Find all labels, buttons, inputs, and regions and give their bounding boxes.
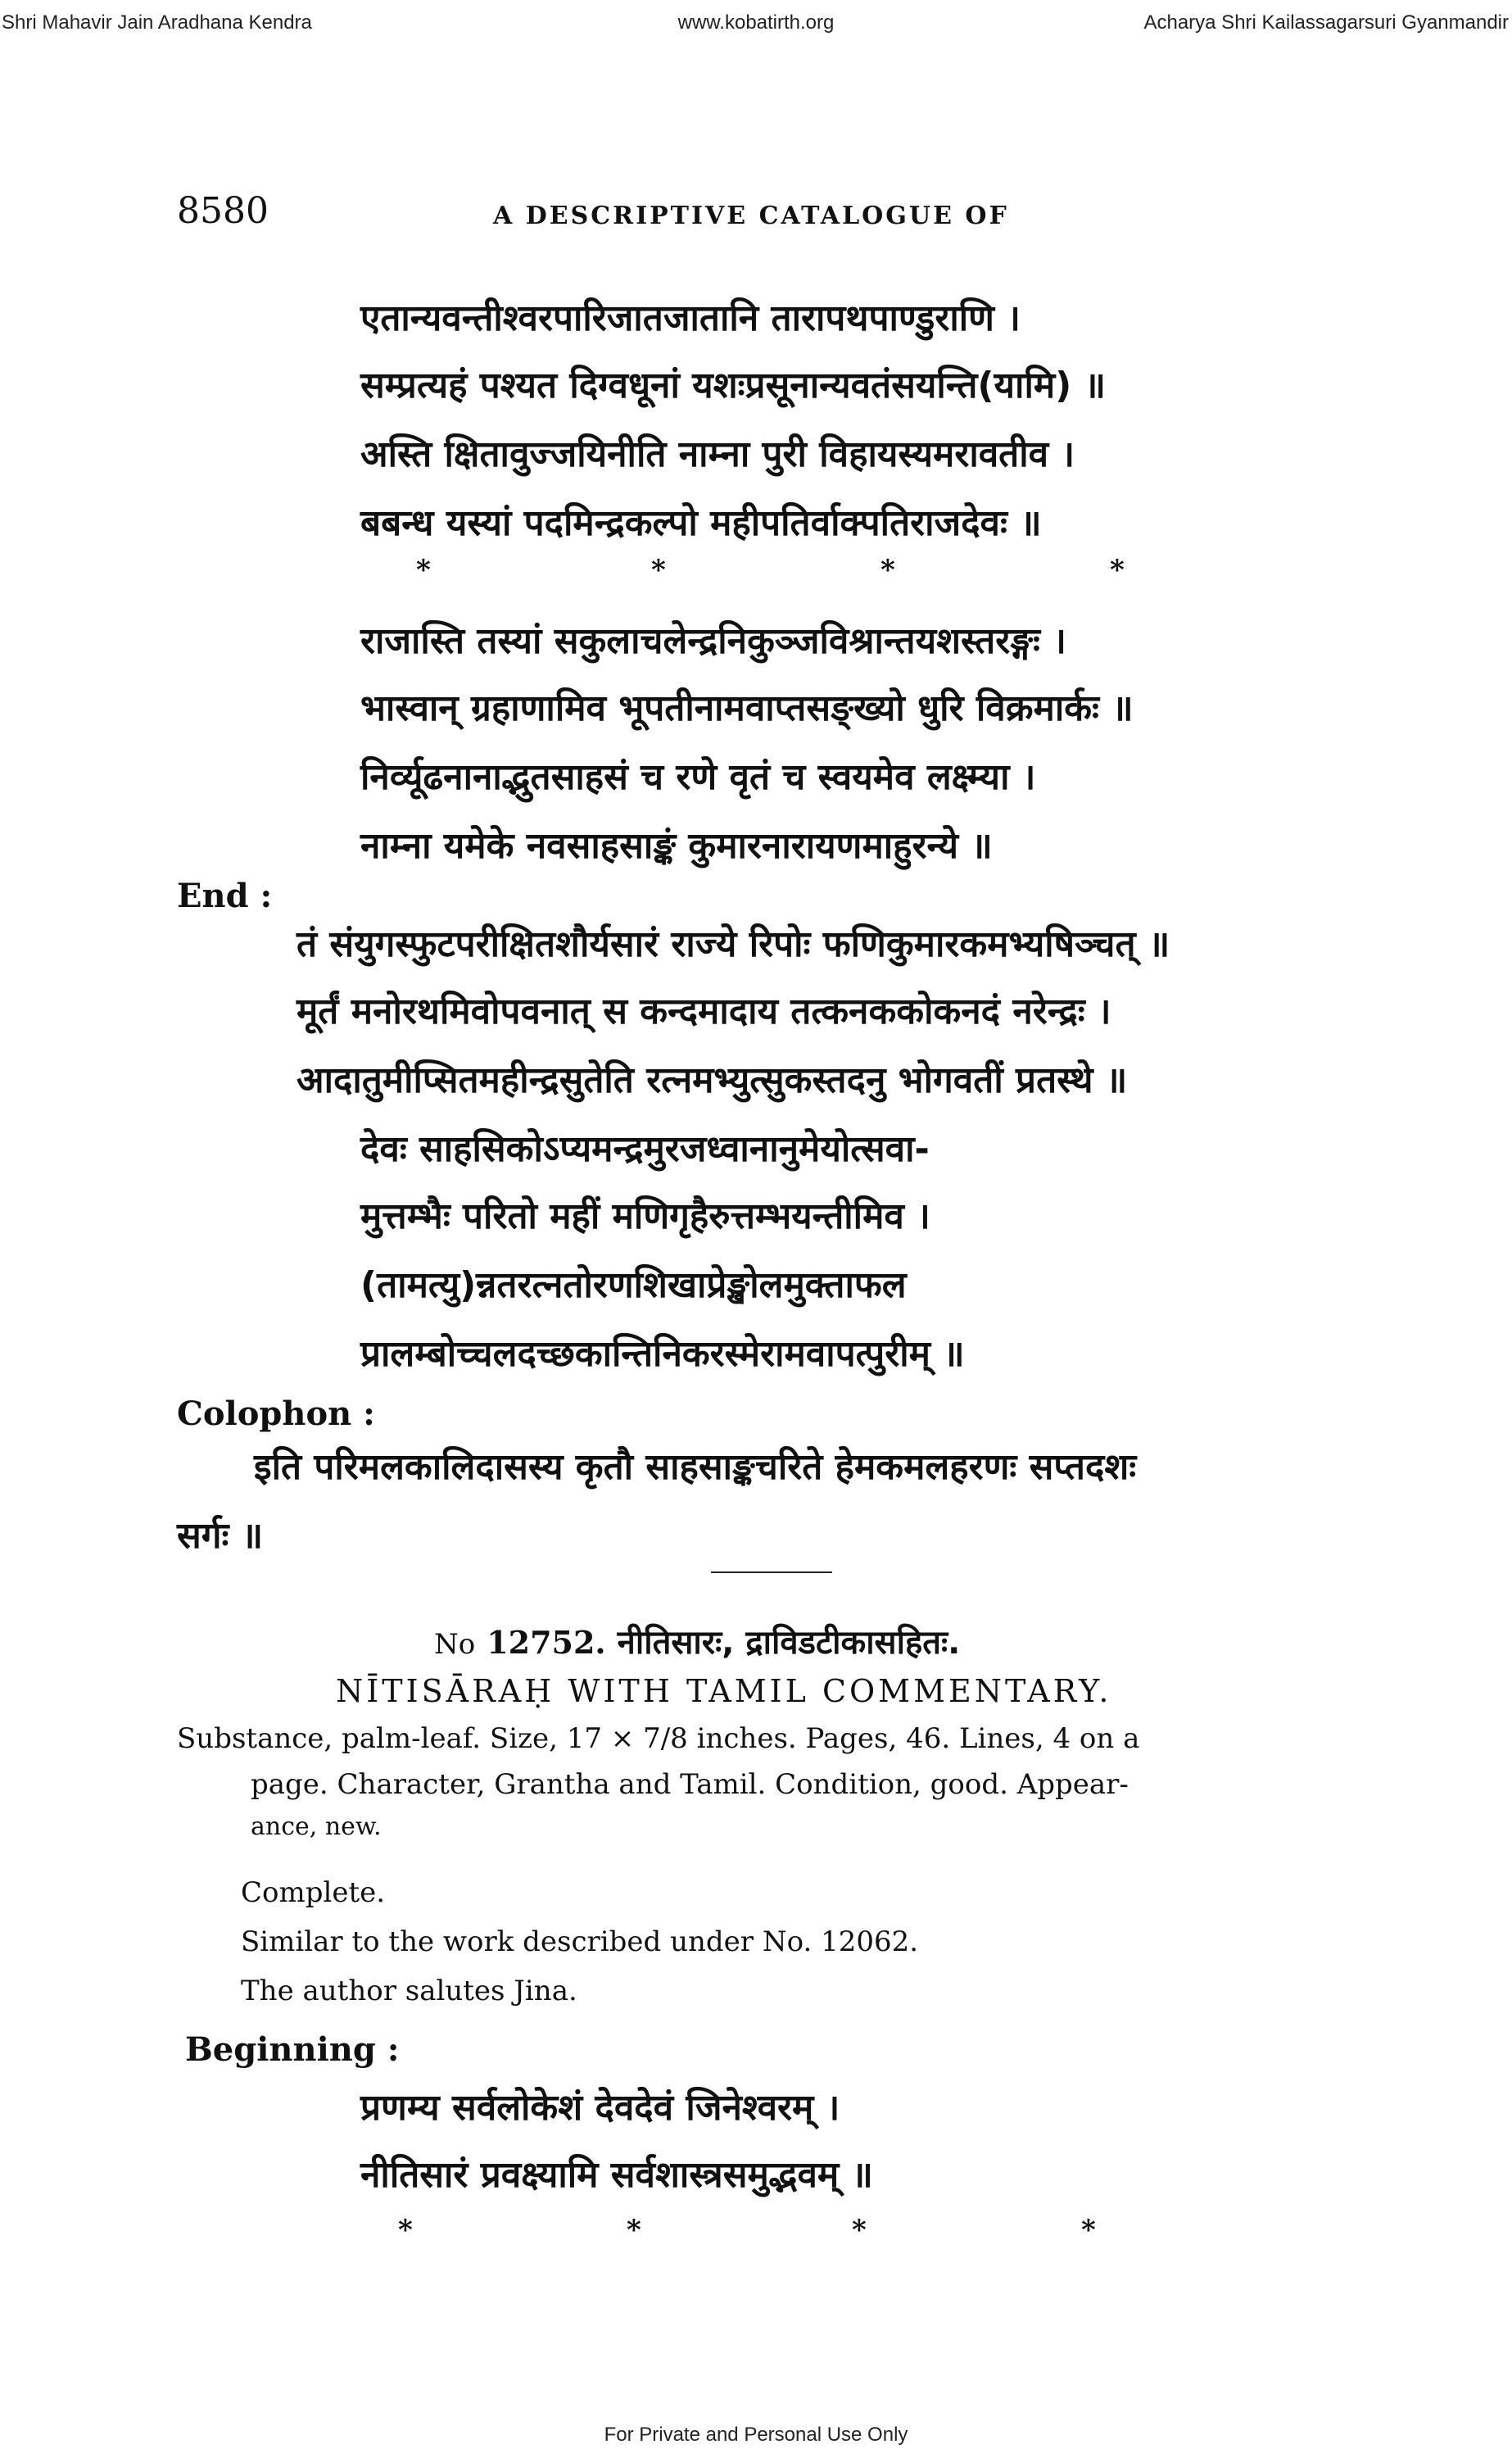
beginning-verse-line: नीतिसारं प्रवक्ष्यामि सर्वशास्त्रसमुद्भवम् ॥ xyxy=(360,2154,873,2196)
end-verse-line: मूर्तं मनोरथमिवोपवनात् स कन्दमादाय तत्कनककोकनदं नरेन्द्रः । xyxy=(297,991,1111,1032)
header-left-text: Shri Mahavir Jain Aradhana Kendra xyxy=(2,11,312,34)
verse-line: निर्व्यूढनानाद्भुतसाहसं च रणे वृतं च स्वयमेव लक्ष्म्या । xyxy=(360,756,1036,798)
verse-line: राजास्ति तस्यां सकुलाचलेन्द्रनिकुञ्जविश्रान्तयशस्तरङ्गः । xyxy=(360,620,1066,662)
note-similar: Similar to the work described under No. 12062. xyxy=(241,1925,919,1958)
verse-line: सम्प्रत्यहं पश्यत दिग्वधूनां यशःप्रसूनान्यवतंसयन्ति(यामि) ॥ xyxy=(360,365,1106,406)
entry-divider xyxy=(711,1571,832,1573)
note-complete: Complete. xyxy=(241,1876,386,1909)
separator-star: * xyxy=(1110,554,1125,587)
end-verse-line: आदातुमीप्सितमहीन्द्रसुतेति रत्नमभ्युत्सुकस्तदनु भोगवतीं प्रतस्थे ॥ xyxy=(297,1059,1128,1101)
beginning-verse-line: प्रणम्य सर्वलोकेशं देवदेवं जिनेश्वरम् । xyxy=(360,2087,840,2129)
end-verse-line: तं संयुगस्फुटपरीक्षितशौर्यसारं राज्ये रिपोः फणिकुमारकमभ्यषिञ्चत् ॥ xyxy=(297,923,1170,965)
verse-line: बबन्ध यस्यां पदमिन्द्रकल्पो महीपतिर्वाक्पतिराजदेवः ॥ xyxy=(360,502,1042,544)
separator-star: * xyxy=(852,2214,867,2247)
separator-star: * xyxy=(651,554,666,587)
entry-no-label: No xyxy=(434,1628,476,1661)
separator-star: * xyxy=(880,554,895,587)
beginning-label: Beginning : xyxy=(185,2030,400,2069)
colophon-label: Colophon : xyxy=(177,1395,375,1433)
substance-line: Substance, palm-leaf. Size, 17 × 7/8 inches. Pages, 46. Lines, 4 on a xyxy=(177,1722,1140,1755)
note-author: The author salutes Jina. xyxy=(241,1975,577,2007)
footer-text: For Private and Personal Use Only xyxy=(604,2424,908,2446)
end-verse-line: (तामत्यु)न्नतरत्नतोरणशिखाप्रेङ्खोलमुक्ताफल xyxy=(360,1264,907,1306)
verse-line: भास्वान् ग्रहाणामिव भूपतीनामवाप्तसङ्ख्यो धुरि विक्रमार्कः ॥ xyxy=(360,687,1134,729)
entry-heading xyxy=(434,1618,960,1663)
substance-line: ance, new. xyxy=(251,1812,382,1841)
separator-star: * xyxy=(416,554,431,587)
verse-line: नाम्ना यमेके नवसाहसाङ्कं कुमारनारायणमाहुरन्ये ॥ xyxy=(360,825,993,867)
separator-star: * xyxy=(398,2214,413,2247)
end-verse-line: प्रालम्बोच्चलदच्छकान्तिनिकरस्मेरामवापत्पुरीम् ॥ xyxy=(360,1333,965,1375)
colophon-text: इति परिमलकालिदासस्य कृतौ साहसाङ्कचरिते हेमकमलहरणः सप्तदशः xyxy=(254,1446,1137,1488)
entry-title-english: NĪTISĀRAḤ WITH TAMIL COMMENTARY. xyxy=(336,1673,1112,1709)
header-website: www.kobatirth.org xyxy=(677,11,835,34)
separator-star: * xyxy=(627,2214,641,2247)
entry-title-devanagari: नीतिसारः, द्राविडटीकासहितः. xyxy=(617,1624,961,1662)
header-right-text: Acharya Shri Kailassagarsuri Gyanmandir xyxy=(1143,11,1509,34)
substance-line: page. Character, Grantha and Tamil. Condition, good. Appear- xyxy=(251,1768,1129,1801)
separator-star: * xyxy=(1081,2214,1096,2247)
end-verse-line: देवः साहसिकोऽप्यमन्द्रमुरजध्वानानुमेयोत्सवा- xyxy=(360,1128,930,1170)
running-title: A DESCRIPTIVE CATALOGUE OF xyxy=(493,202,1009,230)
entry-number: 12752. xyxy=(487,1624,606,1661)
verse-line: अस्ति क्षितावुज्जयिनीति नाम्ना पुरी विहायस्यमरावतीव । xyxy=(360,433,1075,475)
page-number: 8580 xyxy=(177,190,269,232)
end-verse-line: मुत्तम्भैः परितो महीं मणिगृहैरुत्तम्भयन्तीमिव । xyxy=(360,1195,930,1237)
end-label: End : xyxy=(177,877,273,915)
colophon-end: सर्गः ॥ xyxy=(177,1515,264,1557)
verse-line: एतान्यवन्तीश्वरपारिजातजातानि तारापथपाण्डुराणि । xyxy=(360,297,1021,339)
